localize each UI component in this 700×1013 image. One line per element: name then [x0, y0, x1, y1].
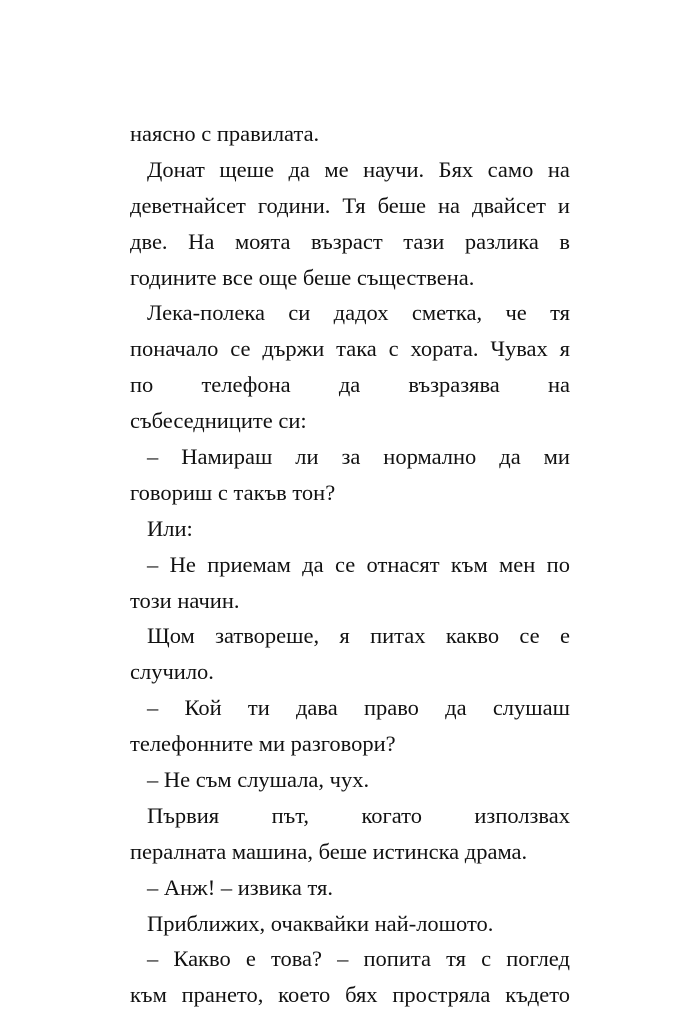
text-line: – Не приемам да се отнасят към мен по — [147, 551, 570, 577]
text-line: Първия път, когато използвах — [147, 802, 570, 828]
paragraph — [130, 798, 570, 870]
paragraph — [130, 295, 570, 439]
text-line: две. На моята възраст тази разлика в — [130, 228, 570, 254]
text-line: Приближих, очаквайки най-лошото. — [147, 910, 494, 936]
paragraph — [130, 762, 570, 798]
text-line: – Не съм слушала, чух. — [147, 767, 370, 793]
text-line: Щом затвореше, я питах какво се е — [147, 623, 570, 649]
text-line: – Кой ти дава право да слушаш — [147, 695, 570, 721]
text-line: случило. — [130, 659, 214, 685]
page-body-text — [130, 116, 570, 1013]
paragraph — [130, 547, 570, 619]
text-line: деветнайсет години. Тя беше на двайсет и — [130, 192, 570, 218]
paragraph — [130, 941, 570, 1013]
paragraph — [130, 152, 570, 296]
paragraph — [130, 116, 570, 152]
text-line: наясно с правилата. — [130, 121, 320, 146]
text-line: Лека-полека си дадох сметка, че тя — [147, 300, 570, 326]
text-line: – Анж! – извика тя. — [147, 874, 334, 900]
text-line: събеседниците си: — [130, 408, 307, 434]
paragraph — [130, 690, 570, 762]
paragraph — [130, 870, 570, 906]
text-line: към прането, което бях простряла където — [130, 982, 570, 1008]
paragraph — [130, 511, 570, 547]
text-line: Донат щеше да ме научи. Бях само на — [147, 156, 570, 182]
text-line: този начин. — [130, 587, 240, 613]
text-line: по телефона да възразява на — [130, 372, 570, 398]
text-line: годините все още беше съществена. — [130, 264, 475, 290]
text-line: – Какво е това? – попита тя с поглед — [147, 946, 570, 972]
text-line: поначало се държи така с хората. Чувах я — [130, 336, 570, 362]
text-line: говориш с такъв тон? — [130, 479, 336, 505]
paragraph — [130, 906, 570, 942]
text-line: – Намираш ли за нормално да ми — [147, 444, 570, 470]
paragraph — [130, 439, 570, 511]
text-line: Или: — [147, 515, 193, 541]
text-line: телефонните ми разговори? — [130, 731, 396, 757]
paragraph — [130, 618, 570, 690]
text-line: пералната машина, беше истинска драма. — [130, 838, 528, 864]
